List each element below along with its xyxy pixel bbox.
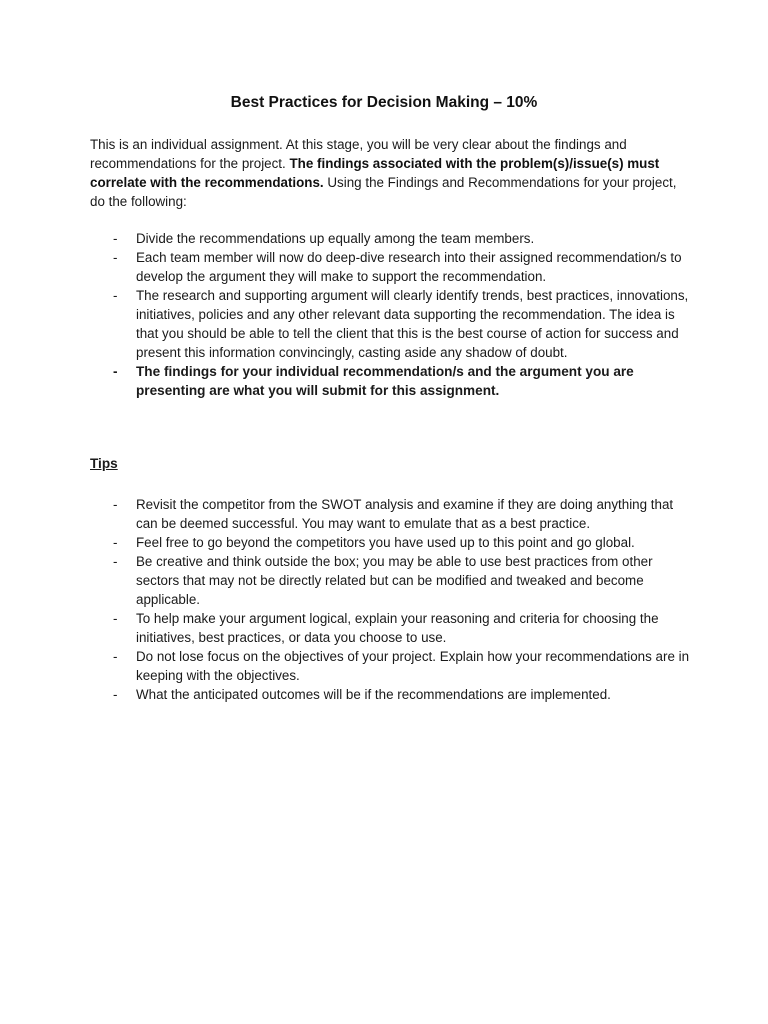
step-text: The findings for your individual recommendation/s and the argument you are presenting are what you will submit for this assignment. [136,364,634,398]
dash-bullet: - [113,364,118,379]
dash-bullet: - [113,250,118,265]
dash-bullet: - [113,687,118,702]
tip-item [90,609,690,647]
dash-bullet: - [113,288,118,303]
tip-text: What the anticipated outcomes will be if the recommendations are implemented. [136,687,611,702]
dash-bullet: - [113,554,118,569]
intro-bold-text: The findings associated with the problem(s)/issue(s) must correlate with the recommendations. [90,156,660,190]
step-text: Each team member will now do deep-dive research into their assigned recommendation/s to develop the argument they will make to support the recommendation. [136,250,682,284]
dash-bullet: - [113,611,118,626]
tips-heading: Tips [90,456,118,471]
dash-bullet: - [113,497,118,512]
document-title: Best Practices for Decision Making – 10% [230,94,538,111]
tip-text: Be creative and think outside the box; you may be able to use best practices from other sectors that may not be directly related but can be modified and tweaked and become applicable. [136,554,653,607]
tip-text: Feel free to go beyond the competitors you have used up to this point and go global. [136,535,635,550]
dash-bullet: - [113,535,118,550]
intro-paragraph [90,135,680,211]
dash-bullet: - [113,231,118,246]
tip-item [90,685,690,704]
dash-bullet: - [113,649,118,664]
steps-list [90,229,690,400]
tips-list [90,495,690,704]
step-item [90,229,690,248]
step-item-bold [90,362,690,400]
intro-text-2: Using the Findings and Recommendations for your project, do the following: [90,175,677,209]
step-text: Divide the recommendations up equally among the team members. [136,231,535,246]
tip-text: Do not lose focus on the objectives of your project. Explain how your recommendations are in keeping with the objectives. [136,649,690,683]
tip-item [90,647,690,685]
tip-text: Revisit the competitor from the SWOT analysis and examine if they are doing anything that can be deemed successful. You may want to emulate that as a best practice. [136,497,674,531]
tip-item [90,533,690,552]
intro-text-1: This is an individual assignment. At this stage, you will be very clear about the findings and recommendations for the project. [90,137,627,171]
tip-item [90,552,690,609]
step-text: The research and supporting argument will clearly identify trends, best practices, innovations, initiatives, policies and any other relevant data supporting the recommendation. The idea is that you should be able to tell the client that this is the best course of action for success and present this information convincingly, casting aside any shadow of doubt. [136,288,689,360]
step-item [90,286,690,362]
tip-item [90,495,690,533]
tip-text: To help make your argument logical, explain your reasoning and criteria for choosing the initiatives, best practices, or data you choose to use. [136,611,659,645]
step-item [90,248,690,286]
